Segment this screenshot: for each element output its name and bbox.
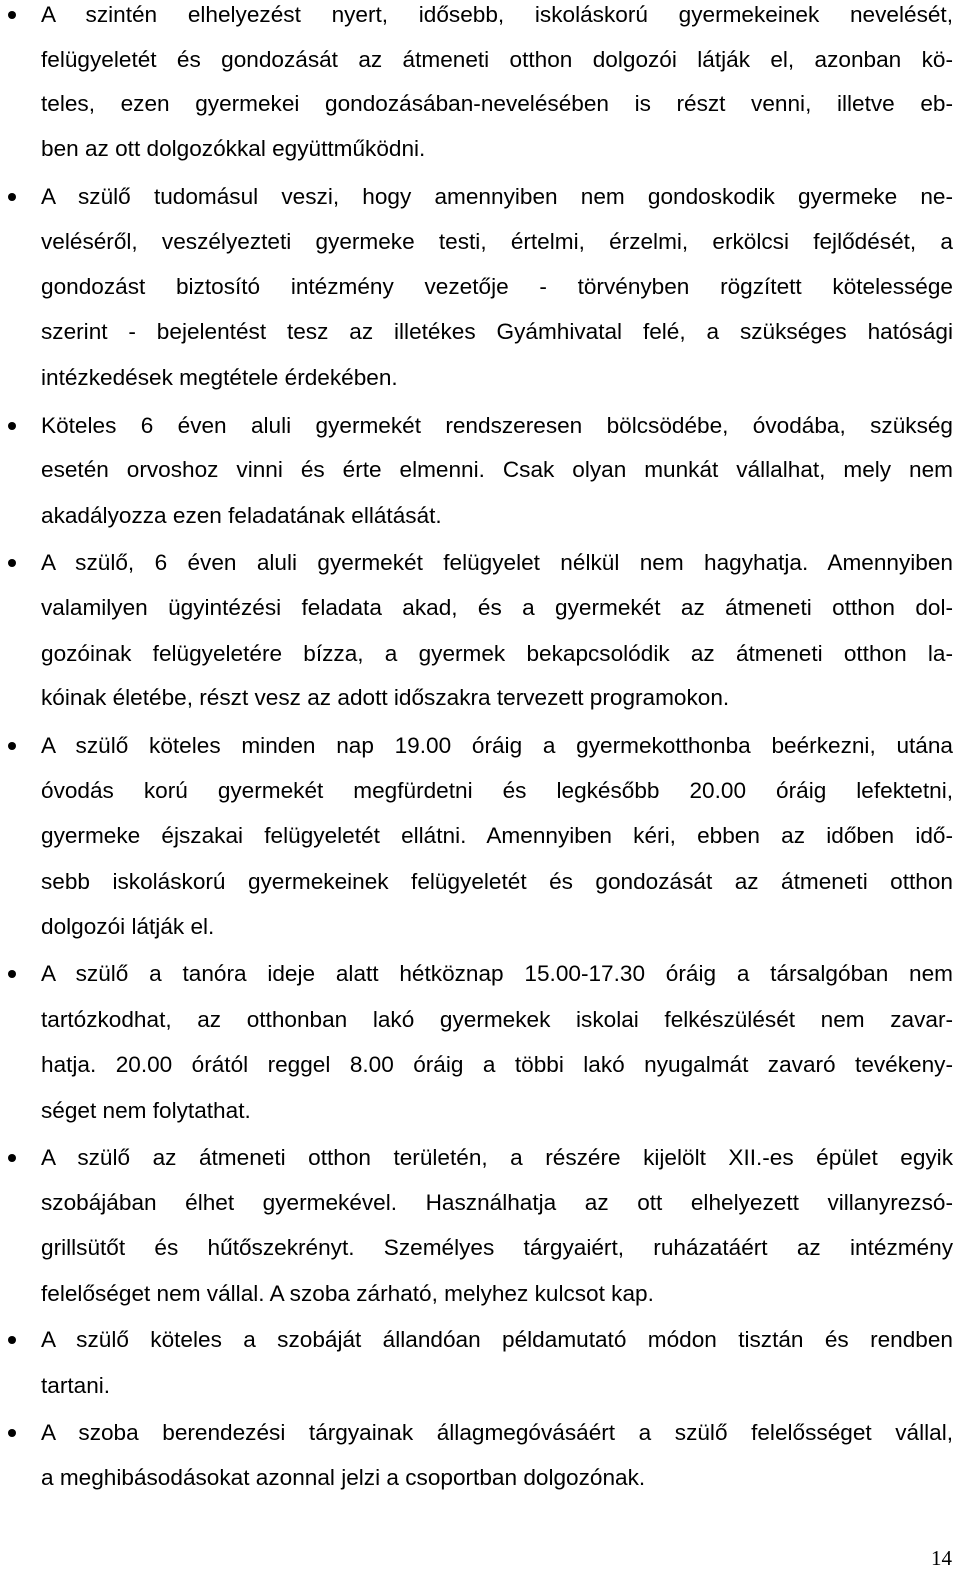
bullet-icon	[8, 422, 16, 430]
text-line: A szülő a tanóra ideje alatt hétköznap 15.00-17.30 óráig a társalgóban nem	[41, 961, 953, 986]
text-line: A szülő tudomásul veszi, hogy amennyiben nem gondoskodik gyermeke ne-	[41, 184, 953, 209]
text-line: A szülő az átmeneti otthon területén, a részére kijelölt XII.-es épület egyik	[41, 1145, 953, 1170]
text-line: gozóinak felügyeletére bízza, a gyermek bekapcsolódik az átmeneti otthon la-	[41, 641, 953, 666]
bullet-icon	[8, 970, 16, 978]
text-line: gondozást biztosító intézmény vezetője - törvényben rögzített kötelessége	[41, 274, 953, 299]
text-line: Köteles 6 éven aluli gyermekét rendszeresen bölcsödébe, óvodába, szükség	[41, 413, 953, 438]
text-line: A szülő, 6 éven aluli gyermekét felügyelet nélkül nem hagyhatja. Amennyiben	[41, 550, 953, 575]
text-line: A szoba berendezési tárgyainak állagmegóvásáért a szülő felelősséget vállal,	[41, 1420, 953, 1445]
text-line: tartózkodhat, az otthonban lakó gyermekek iskolai felkészülését nem zavar-	[41, 1007, 953, 1032]
text-line: ben az ott dolgozókkal együttműködni.	[41, 136, 426, 161]
text-line: tartani.	[41, 1373, 111, 1398]
bullet-icon	[8, 1154, 16, 1162]
bullet-icon	[8, 11, 16, 19]
bullet-icon	[8, 742, 16, 750]
text-line: teles, ezen gyermekei gondozásában-nevelésében is részt venni, illetve eb-	[41, 91, 953, 116]
text-line: A szülő köteles a szobáját állandóan példamutató módon tisztán és rendben	[41, 1327, 953, 1352]
text-line: hatja. 20.00 órától reggel 8.00 óráig a többi lakó nyugalmát zavaró tevékeny-	[41, 1052, 953, 1077]
text-line: grillsütőt és hűtőszekrényt. Személyes tárgyaiért, ruházatáért az intézmény	[41, 1235, 953, 1260]
text-line: felügyeletét és gondozását az átmeneti otthon dolgozói látják el, azonban kö-	[41, 47, 953, 72]
text-line: szerint - bejelentést tesz az illetékes Gyámhivatal felé, a szükséges hatósági	[41, 319, 953, 344]
text-line: A szintén elhelyezést nyert, idősebb, iskoláskorú gyermekeinek nevelését,	[41, 2, 953, 27]
text-line: gyermeke éjszakai felügyeletét ellátni. Amennyiben kéri, ebben az időben idő-	[41, 823, 953, 848]
text-line: a meghibásodásokat azonnal jelzi a csoportban dolgozónak.	[41, 1465, 646, 1490]
text-line: séget nem folytathat.	[41, 1098, 251, 1123]
text-line: kóinak életébe, részt vesz az adott időszakra tervezett programokon.	[41, 685, 730, 710]
bullet-icon	[8, 193, 16, 201]
text-line: óvodás korú gyermekét megfürdetni és legkésőbb 20.00 óráig lefektetni,	[41, 778, 953, 803]
bullet-icon	[8, 1336, 16, 1344]
text-line: felelőséget nem vállal. A szoba zárható, melyhez kulcsot kap.	[41, 1281, 654, 1306]
text-line: akadályozza ezen feladatának ellátását.	[41, 503, 442, 528]
text-line: sebb iskoláskorú gyermekeinek felügyeletét és gondozását az átmeneti otthon	[41, 869, 953, 894]
text-line: esetén orvoshoz vinni és érte elmenni. Csak olyan munkát vállalhat, mely nem	[41, 457, 953, 482]
page-number: 14	[931, 1546, 952, 1570]
bullet-icon	[8, 1429, 16, 1437]
text-line: valamilyen ügyintézési feladata akad, és a gyermekét az átmeneti otthon dol-	[41, 595, 953, 620]
text-line: A szülő köteles minden nap 19.00 óráig a gyermekotthonba beérkezni, utána	[41, 733, 953, 758]
text-line: szobájában élhet gyermekével. Használhatja az ott elhelyezett villanyrezsó-	[41, 1190, 953, 1215]
text-line: intézkedések megtétele érdekében.	[41, 365, 398, 390]
text-line: veléséről, veszélyezteti gyermeke testi, értelmi, érzelmi, erkölcsi fejlődését, a	[41, 229, 953, 254]
text-line: dolgozói látják el.	[41, 914, 215, 939]
bullet-icon	[8, 559, 16, 567]
